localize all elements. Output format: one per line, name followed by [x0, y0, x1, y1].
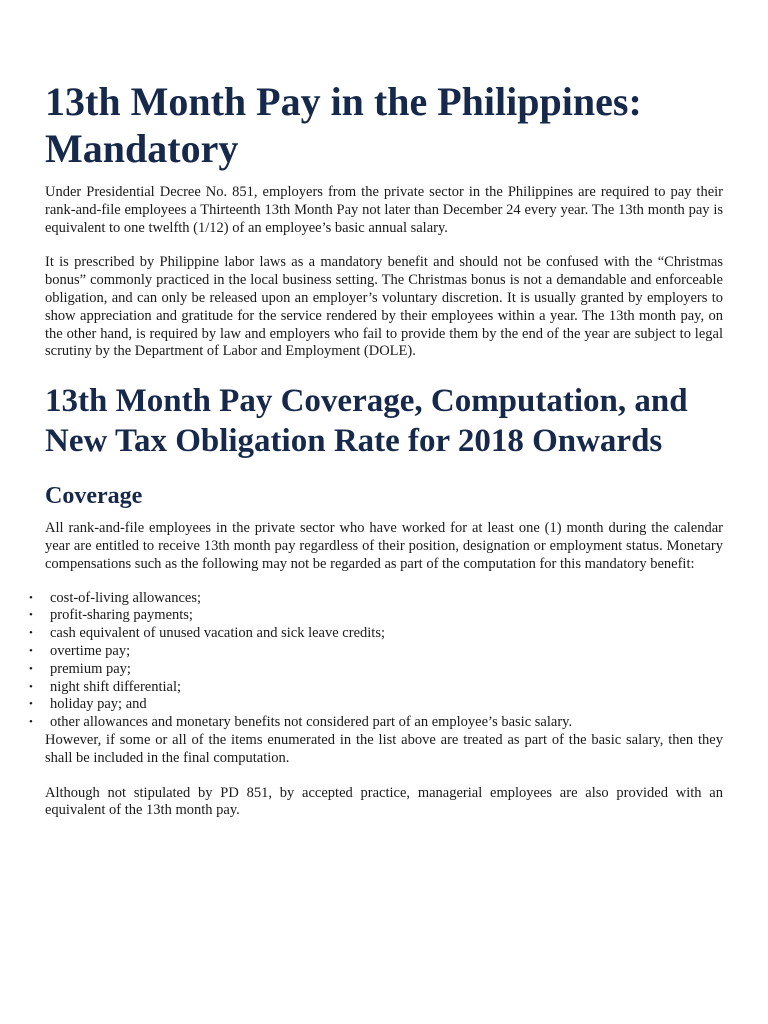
- intro-paragraph-1: Under Presidential Decree No. 851, employers from the private sector in the Philippines are required to pay their rank-and-file employees a Thirteenth 13th Month Pay not later than December 24 every year. The 13th month pay is equivalent to one twelfth (1/12) of an employee’s basic annual salary.: [45, 184, 723, 236]
- list-item: [0, 679, 678, 697]
- after-list-paragraph: However, if some or all of the items enumerated in the list above are treated as part of the basic salary, then they shall be included in the final computation.: [45, 731, 723, 766]
- list-item: [0, 661, 678, 679]
- list-item-text: profit-sharing payments;: [50, 607, 193, 624]
- list-item: [0, 643, 678, 661]
- bullet-icon: •: [29, 591, 33, 604]
- bullet-icon: •: [29, 716, 33, 729]
- bullet-icon: •: [29, 644, 33, 657]
- list-item: [0, 607, 678, 625]
- bullet-icon: •: [29, 627, 33, 640]
- bullet-icon: •: [29, 698, 33, 711]
- bullet-icon: •: [29, 680, 33, 693]
- coverage-paragraph: All rank-and-file employees in the private sector who have worked for at least one (1) month during the calendar year are entitled to receive 13th month pay regardless of their position, designation or employment status. Monetary compensations such as the following may not be regarded as part of the computation for this mandatory benefit:: [45, 520, 723, 572]
- exclusions-list: [0, 590, 678, 732]
- section-title: 13th Month Pay Coverage, Computation, and New Tax Obligation Rate for 2018 Onwards: [45, 383, 688, 460]
- coverage-heading: Coverage: [45, 483, 143, 510]
- list-item-text: holiday pay; and: [50, 696, 147, 713]
- list-item: [0, 625, 678, 643]
- intro-paragraph-2: It is prescribed by Philippine labor laws as a mandatory benefit and should not be confused with the “Christmas bonus” commonly practiced in the local business setting. The Christmas bonus is not a demandable and enforceable obligation, and can only be released upon an employer’s voluntary discretion. It is usually granted by employers to show appreciation and gratitude for the service rendered by their employees within a year. The 13th month pay, on the other hand, is required by law and employers who fail to provide them by the end of the year are subject to legal scrutiny by the Department of Labor and Employment (DOLE).: [45, 254, 723, 360]
- list-item-text: cost-of-living allowances;: [50, 589, 201, 606]
- bullet-icon: •: [29, 609, 33, 622]
- list-item-text: cash equivalent of unused vacation and sick leave credits;: [50, 625, 385, 642]
- list-item: [0, 714, 678, 732]
- document-page: [29, 78, 723, 820]
- list-item: [0, 696, 678, 714]
- list-item-text: night shift differential;: [50, 678, 182, 695]
- list-item-text: other allowances and monetary benefits not considered part of an employee’s basic salary.: [50, 714, 573, 731]
- page-title: 13th Month Pay in the Philippines: Mandatory: [45, 79, 642, 171]
- closing-paragraph: Although not stipulated by PD 851, by accepted practice, managerial employees are also provided with an equivalent of the 13th month pay.: [45, 784, 723, 819]
- list-item-text: premium pay;: [50, 660, 131, 677]
- list-item: [0, 590, 678, 608]
- bullet-icon: •: [29, 662, 33, 675]
- list-item-text: overtime pay;: [50, 642, 131, 659]
